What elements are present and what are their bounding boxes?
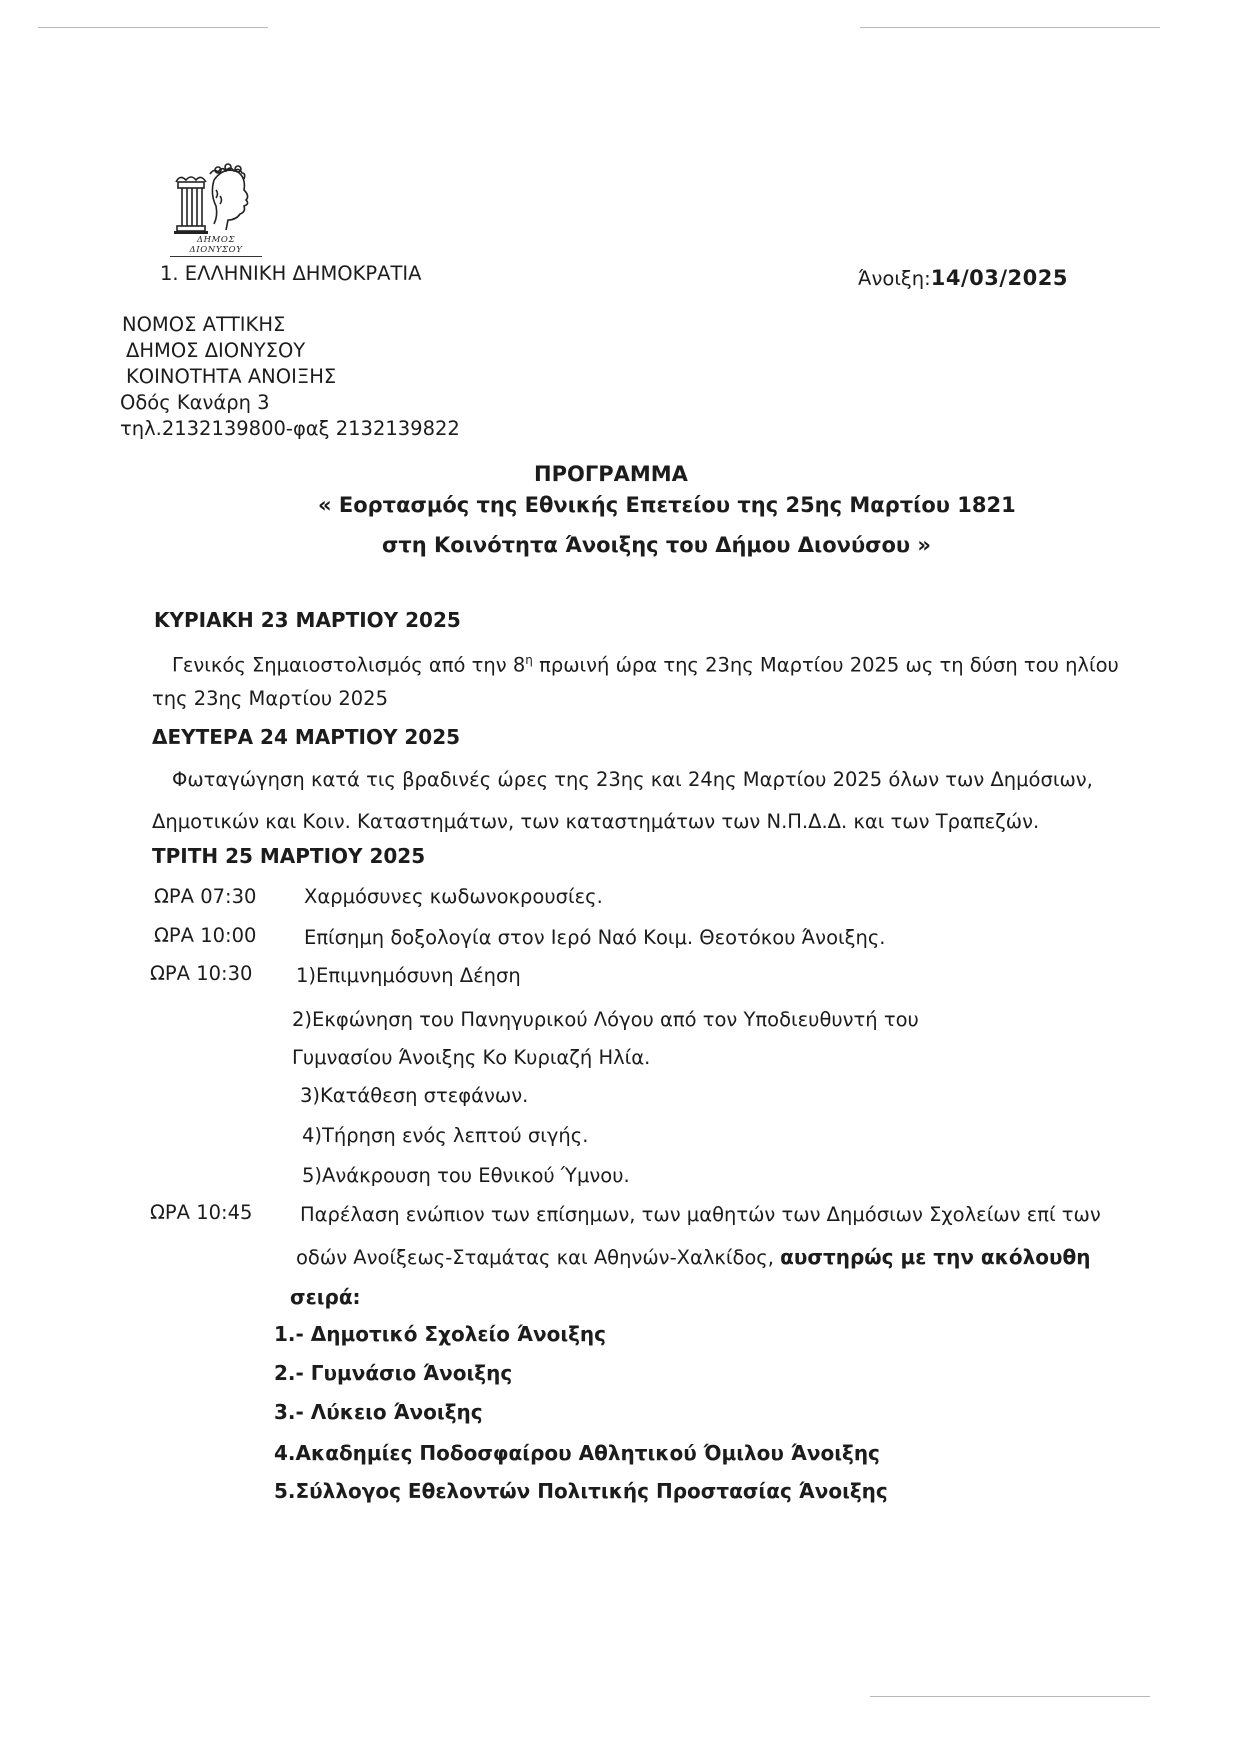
time-0730: ΩΡΑ 07:30 bbox=[154, 885, 257, 908]
sunday-heading: ΚΥΡΙΑΚΗ 23 ΜΑΡΤΙΟΥ 2025 bbox=[154, 608, 461, 632]
doxology-text: Επίσημη δοξολογία στον Ιερό Ναό Κοιμ. Θεοτόκου Άνοιξης. bbox=[304, 926, 886, 949]
monday-heading: ΔΕΥΤΕΡΑ 24 ΜΑΡΤΙΟΥ 2025 bbox=[152, 725, 461, 749]
program-subtitle-line1: « Εορτασμός της Εθνικής Επετείου της 25ης Μαρτίου 1821 bbox=[318, 493, 1016, 517]
tuesday-heading: ΤΡΙΤΗ 25 ΜΑΡΤΙΟΥ 2025 bbox=[152, 844, 426, 868]
parade-text-line2: οδών Ανοίξεως-Σταμάτας και Αθηνών-Χαλκίδος, αυστηρώς με την ακόλουθη bbox=[296, 1245, 1091, 1269]
order-item-1: 1.- Δημοτικό Σχολείο Άνοιξης bbox=[274, 1322, 607, 1346]
ceremony-step-2-cont: Γυμνασίου Άνοιξης Κο Κυριαζή Ηλία. bbox=[292, 1046, 651, 1069]
sunday-text-line2: της 23ης Μαρτίου 2025 bbox=[152, 687, 388, 710]
phone-fax-line: τηλ.2132139800-φαξ 2132139822 bbox=[120, 417, 460, 440]
ceremony-step-4: 4)Τήρηση ενός λεπτού σιγής. bbox=[302, 1124, 589, 1147]
street-line: Οδός Κανάρη 3 bbox=[120, 391, 270, 414]
order-item-2: 2.- Γυμνάσιο Άνοιξης bbox=[274, 1361, 513, 1385]
scan-line-top-right bbox=[860, 27, 1160, 28]
order-item-3: 3.- Λύκειο Άνοιξης bbox=[274, 1400, 483, 1424]
parade-text-line1: Παρέλαση ενώπιον των επίσημων, των μαθητών των Δημόσιων Σχολείων επί των bbox=[300, 1203, 1101, 1226]
time-1000: ΩΡΑ 10:00 bbox=[154, 924, 257, 947]
time-1045: ΩΡΑ 10:45 bbox=[150, 1201, 253, 1224]
ceremony-step-5: 5)Ανάκρουση του Εθνικού Ύμνου. bbox=[302, 1164, 630, 1187]
ceremony-step-2: 2)Εκφώνηση του Πανηγυρικού Λόγου από τον Υποδιευθυντή του bbox=[292, 1008, 919, 1031]
scan-line-bottom bbox=[870, 1696, 1150, 1697]
ceremony-step-3: 3)Κατάθεση στεφάνων. bbox=[300, 1084, 529, 1107]
logo-caption: ΔΗΜΟΣ ΔΙΟΝΥΣΟΥ bbox=[170, 235, 262, 257]
bells-text: Χαρμόσυνες κωδωνοκρουσίες. bbox=[304, 885, 603, 908]
community-line: ΚΟΙΝΟΤΗΤΑ ΑΝΟΙΞΗΣ bbox=[126, 365, 337, 388]
time-1030: ΩΡΑ 10:30 bbox=[150, 962, 253, 985]
date-label: Άνοιξη: bbox=[858, 267, 931, 290]
scan-line-top bbox=[38, 27, 268, 28]
prefecture-line: ΝΟΜΟΣ ΑΤΤΙΚΗΣ bbox=[122, 313, 286, 336]
monday-text-line1: Φωταγώγηση κατά τις βραδινές ώρες της 23ης και 24ης Μαρτίου 2025 όλων των Δημόσιων, bbox=[172, 768, 1093, 791]
republic-label: 1. ΕΛΛΗΝΙΚΗ ΔΗΜΟΚΡΑΤΙΑ bbox=[160, 262, 422, 285]
municipality-line: ΔΗΜΟΣ ΔΙΟΝΥΣΟΥ bbox=[126, 339, 306, 362]
program-title: ΠΡΟΓΡΑΜΜΑ bbox=[534, 462, 688, 486]
order-item-5: 5.Σύλλογος Εθελοντών Πολιτικής Προστασίας Άνοιξης bbox=[274, 1479, 888, 1503]
ceremony-step-1: 1)Επιμνημόσυνη Δέηση bbox=[296, 964, 521, 987]
date-value: 14/03/2025 bbox=[930, 266, 1068, 290]
program-subtitle-line2: στη Κοινότητα Άνοιξης του Δήμου Διονύσου » bbox=[382, 533, 931, 557]
sunday-text-line1: Γενικός Σημαιοστολισμός από την $8^\eta$ πρωινή ώρα της 23ης Μαρτίου 2025 ως τη δύση του ηλίου bbox=[172, 653, 1119, 677]
parade-order-label: σειρά: bbox=[290, 1285, 361, 1309]
order-item-4: 4.Ακαδημίες Ποδοσφαίρου Αθλητικού Όμιλου Άνοιξης bbox=[274, 1441, 880, 1465]
monday-text-line2: Δημοτικών και Κοιν. Καταστημάτων, των καταστημάτων των Ν.Π.Δ.Δ. και των Τραπεζών. bbox=[152, 810, 1040, 833]
document-date bbox=[858, 266, 1068, 290]
